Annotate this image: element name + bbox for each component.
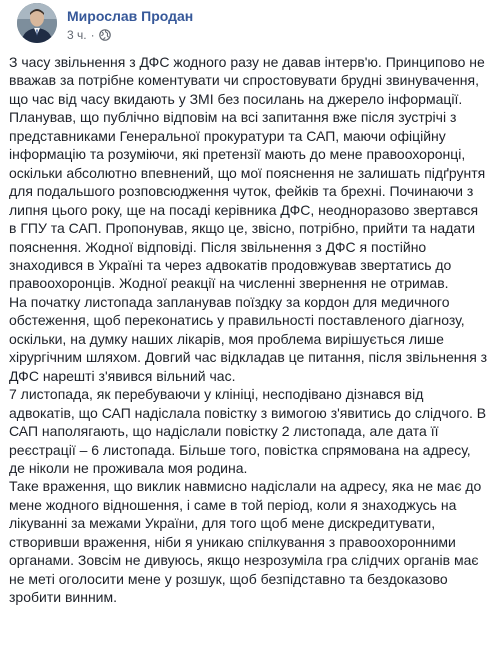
- post-paragraph: На початку листопада запланував поїздку за кордон для медичного обстеження, щоб переконатись у правильності поставленого діагнозу, оскільки, на думку наших лікарів, моя проблема вирішується лише хірургічним шляхом. Довгий час відкладав це питання, після звільнення з ДФС нарешті з'явився вільний час.: [9, 293, 491, 384]
- author-name[interactable]: Мирослав Продан: [67, 8, 194, 24]
- avatar[interactable]: [17, 3, 57, 43]
- post-header: [8, 0, 488, 50]
- post-meta: [67, 28, 111, 42]
- post-paragraph: З часу звільнення з ДФС жодного разу не давав інтерв'ю. Принципово не вважав за потрібне коментувати чи спростовувати брудні звинувачення, що час від часу вкидають у ЗМІ без посилань на джерело інформації. Планував, що публічно відповім на всі запитання вже після зустрічі з представниками Генеральної прокуратури та САП, маючи офіційну інформацію та розуміючи, які претензії мають до мене правоохоронці, оскільки абсолютно впевнений, що мої пояснення не залишать підґрунтя для подальшого розповсюдження чуток, фейків та брехні. Починаючи з липня цього року, ще на посаді керівника ДФС, неодноразово звертався в ГПУ та САП. Пропонував, якщо це, звісно, потрібно, прийти та надати пояснення. Жодної відповіді. Після звільнення з ДФС я постійно знаходився в Україні та через адвокатів продовжував звертатись до правоохоронців. Жодної реакції на численні звернення не отримав.: [9, 54, 490, 292]
- globe-icon[interactable]: [99, 29, 111, 41]
- post-paragraph: Таке враження, що виклик навмисно надіслали на адресу, яка не має до мене жодного відношення, і саме в той період, коли я знаходжусь на лікуванні за межами України, для того щоб мене дискредитувати, створивши враження, ніби я уникаю спілкування з правоохоронними органами. Зовсім не дивуюсь, якщо незрозуміла гра слідчих органів має не меті оголосити мене у розшук, щоб безпідставно та бездоказово зробити винним.: [9, 478, 486, 606]
- profile-photo: [17, 3, 57, 43]
- post-timestamp[interactable]: 3 ч.: [67, 28, 87, 42]
- meta-separator: ·: [90, 28, 95, 42]
- post-body: [9, 53, 489, 607]
- post-paragraph: 7 листопада, як перебуваючи у клініці, несподівано дізнався від адвокатів, що САП надіслала повістку з вимогою з'явитись до слідчого. В САП наполягають, що надіслали повістку 2 листопада, але дата її реєстрації – 6 листопада. Більше того, повістка спрямована на адресу, де ніколи не проживала моя родина.: [9, 386, 491, 476]
